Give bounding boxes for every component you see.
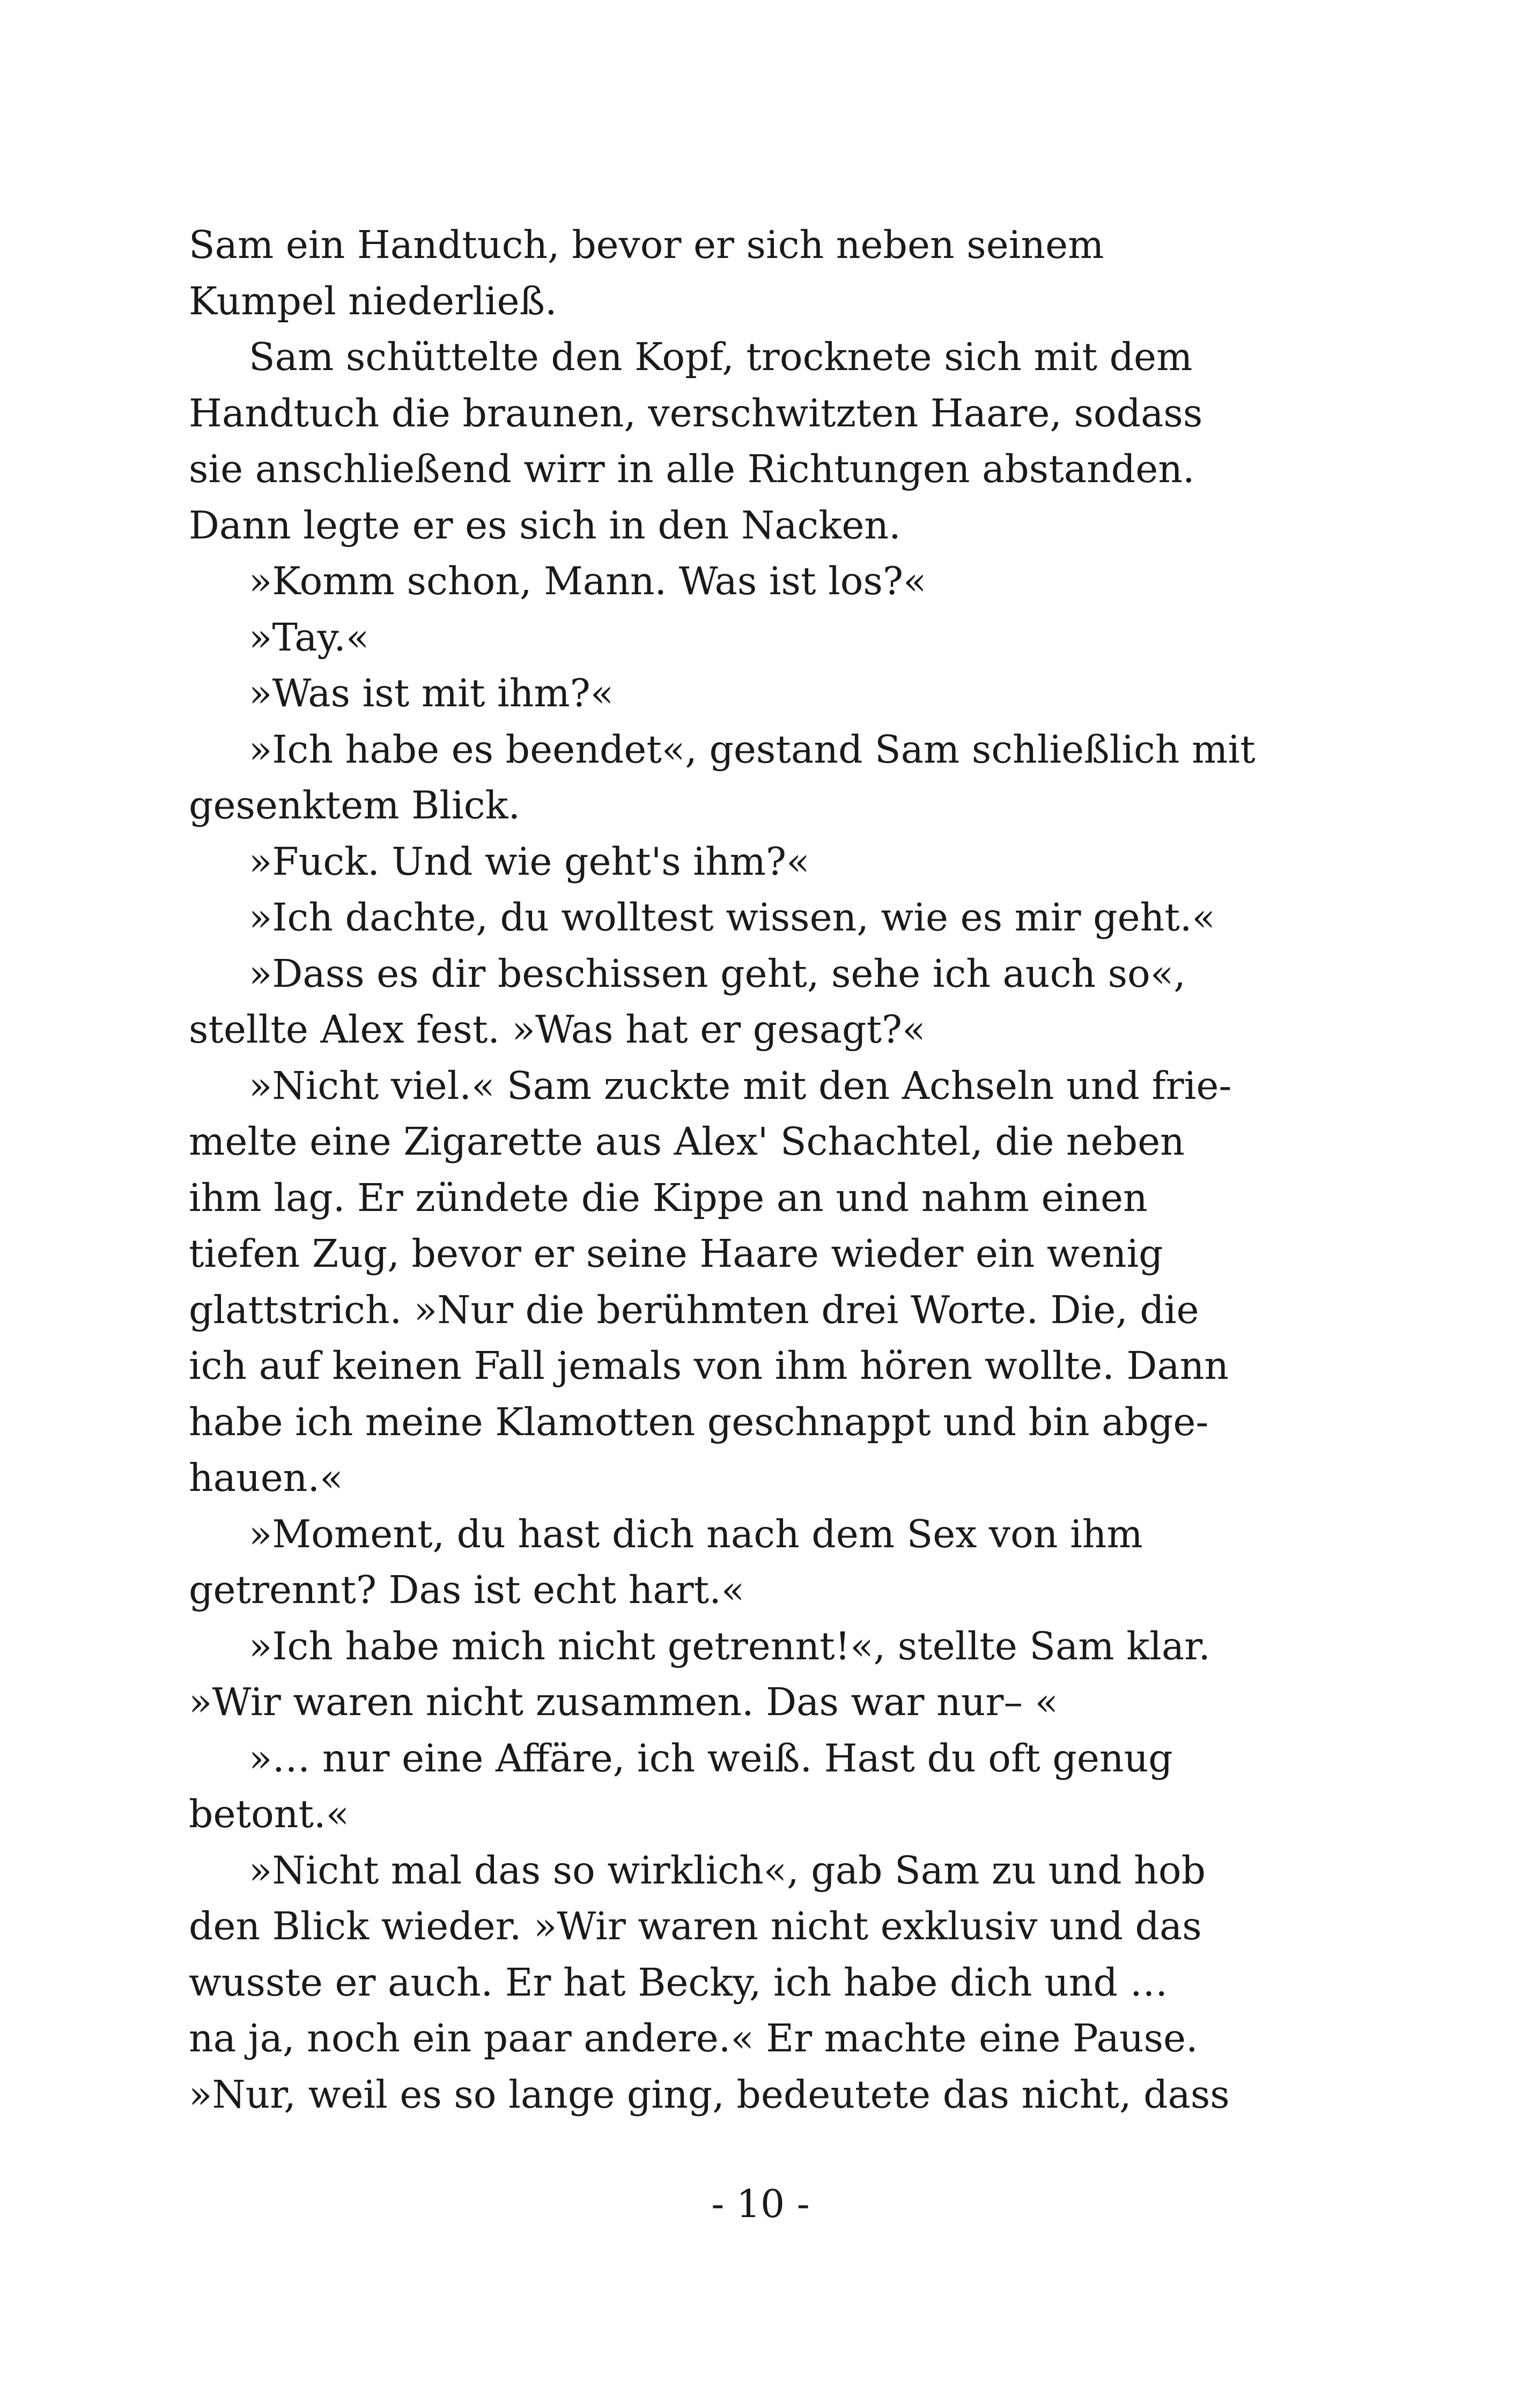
- text-line: na ja, noch ein paar andere.« Er machte eine Pause.: [189, 2016, 1198, 2060]
- text-line: habe ich meine Klamotten geschnappt und bin abge-: [189, 1399, 1209, 1444]
- text-line: »Moment, du hast dich nach dem Sex von ihm: [249, 1511, 1143, 1556]
- text-line: getrennt? Das ist echt hart.«: [189, 1568, 745, 1612]
- text-line: Sam schüttelte den Kopf, trocknete sich mit dem: [249, 335, 1193, 379]
- text-line: gesenktem Blick.: [189, 783, 521, 828]
- text-line: ich auf keinen Fall jemals von ihm hören wollte. Dann: [189, 1343, 1229, 1388]
- text-line: sie anschließend wirr in alle Richtungen abstanden.: [189, 447, 1195, 491]
- text-line: »Nur, weil es so lange ging, bedeutete das nicht, dass: [189, 2072, 1230, 2117]
- text-line: stellte Alex fest. »Was hat er gesagt?«: [189, 1007, 926, 1052]
- page-number: - 10 -: [711, 2182, 810, 2226]
- text-line: melte eine Zigarette aus Alex' Schachtel, die neben: [189, 1119, 1185, 1164]
- text-line: Handtuch die braunen, verschwitzten Haare, sodass: [189, 390, 1203, 435]
- text-line: glattstrich. »Nur die berühmten drei Worte. Die, die: [189, 1287, 1199, 1332]
- text-line: »Ich habe es beendet«, gestand Sam schließlich mit: [249, 727, 1256, 772]
- text-line: »Tay.«: [249, 615, 370, 660]
- text-line: tiefen Zug, bevor er seine Haare wieder ein wenig: [189, 1231, 1163, 1276]
- text-line: »Ich habe mich nicht getrennt!«, stellte Sam klar.: [249, 1623, 1210, 1668]
- text-line: Kumpel niederließ.: [189, 278, 557, 323]
- text-line: »Komm schon, Mann. Was ist los?«: [249, 559, 927, 603]
- text-line: Dann legte er es sich in den Nacken.: [189, 503, 901, 548]
- body-text: [189, 217, 1261, 2123]
- text-line: »Wir waren nicht zusammen. Das war nur– «: [189, 1680, 1058, 1724]
- text-line: »Dass es dir beschissen geht, sehe ich auch so«,: [249, 951, 1186, 996]
- text-line: »Fuck. Und wie geht's ihm?«: [249, 839, 810, 884]
- text-line: »Ich dachte, du wolltest wissen, wie es mir geht.«: [249, 895, 1215, 940]
- text-line: »… nur eine Affäre, ich weiß. Hast du oft genug: [249, 1735, 1173, 1781]
- text-line: betont.«: [189, 1792, 350, 1836]
- text-line: hauen.«: [189, 1456, 343, 1500]
- text-line: »Nicht viel.« Sam zuckte mit den Achseln und frie-: [249, 1063, 1232, 1108]
- text-line: »Nicht mal das so wirklich«, gab Sam zu und hob: [249, 1848, 1206, 1893]
- text-line: den Blick wieder. »Wir waren nicht exklusiv und das: [189, 1904, 1202, 1948]
- text-line: wusste er auch. Er hat Becky, ich habe dich und …: [189, 1960, 1168, 2005]
- text-line: »Was ist mit ihm?«: [249, 671, 614, 715]
- text-line: Sam ein Handtuch, bevor er sich neben seinem: [189, 223, 1104, 267]
- text-line: ihm lag. Er zündete die Kippe an und nahm einen: [189, 1175, 1148, 1220]
